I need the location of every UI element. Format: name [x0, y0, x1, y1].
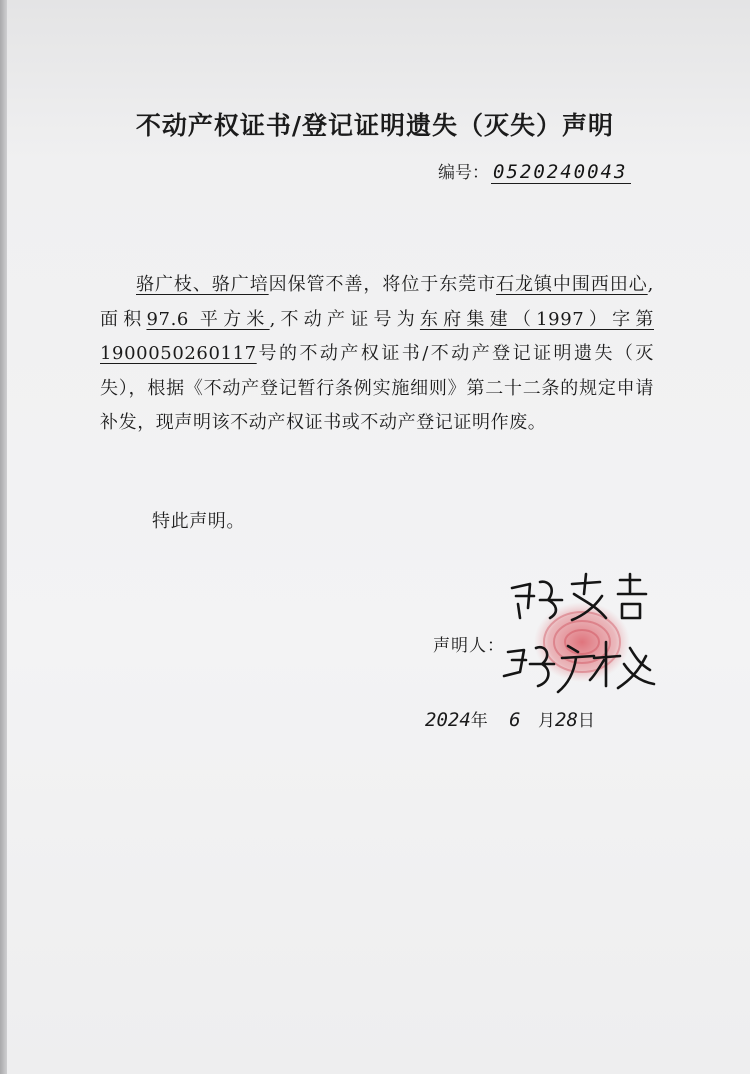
paragraph-text-1: 因保管不善，将位于东莞市	[268, 274, 497, 295]
owner-names: 骆广枝、骆广培	[136, 274, 269, 295]
paper-edge-shadow	[0, 0, 7, 1074]
date-month: 6	[509, 709, 521, 731]
property-location: 石龙镇中围西田心	[496, 274, 648, 295]
document-number-label: 编号：	[438, 163, 489, 183]
closing-statement: 特此声明。	[152, 511, 245, 532]
date-day-unit: 日	[577, 711, 595, 731]
document-title: 不动产权证书/登记证明遗失（灭失）声明	[135, 111, 615, 140]
declaration-date	[425, 706, 595, 731]
declaration-paragraph	[100, 268, 654, 441]
document-number	[438, 158, 631, 184]
paragraph-text-4: 号的不动产权证书/不动产登记证明遗失（灭失），根据《不动产登记暂行条例实施细则》第二十二条的规定申请补发，现声明该不动产权证书或不动产登记证明作废。	[100, 343, 654, 433]
date-year: 2024	[425, 709, 471, 731]
paragraph-text-3: ,不动产证号为	[269, 308, 420, 330]
document-number-value: 0520240043	[491, 161, 631, 184]
date-year-unit: 年	[470, 711, 488, 731]
date-month-unit: 月	[538, 711, 556, 731]
certificate-number: 东府集建（1997）字第 1900050260117	[100, 308, 654, 364]
signature-area	[490, 560, 690, 700]
property-area: 97.6 平方米	[146, 308, 270, 330]
document-paper	[6, 0, 750, 1074]
paragraph-text-2: ,面积	[100, 274, 654, 330]
declarant-label: 声明人：	[433, 636, 505, 656]
date-day: 28	[555, 709, 578, 731]
